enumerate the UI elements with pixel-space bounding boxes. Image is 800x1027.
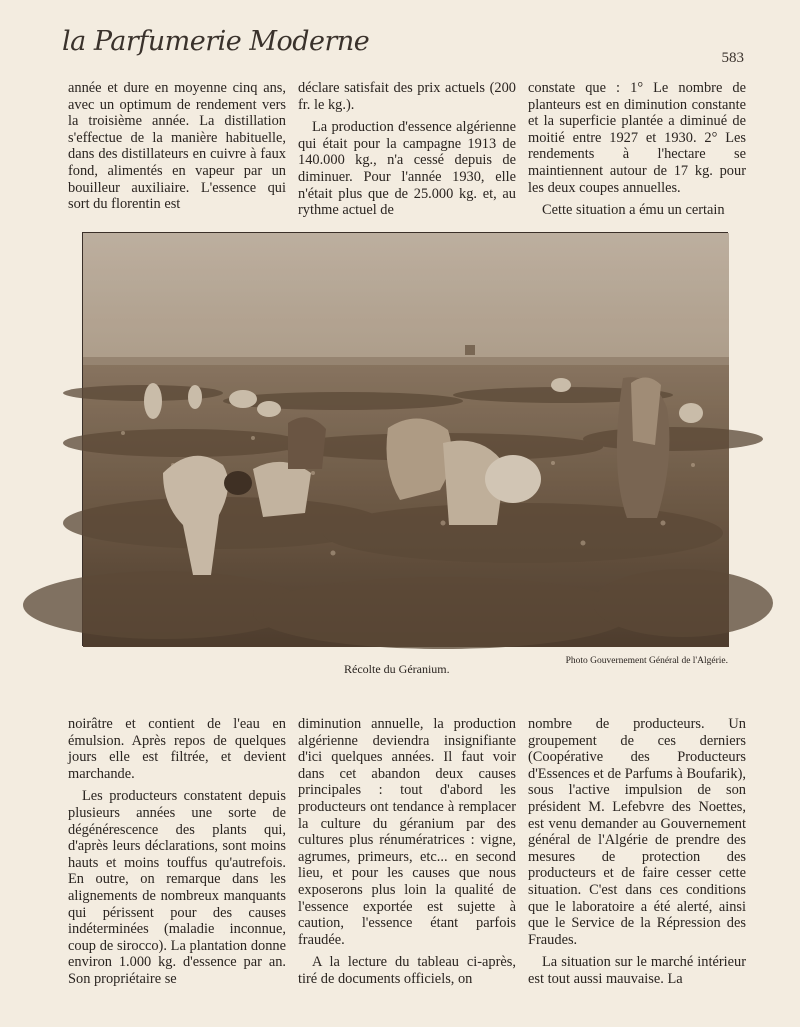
geranium-harvest-photo — [82, 232, 728, 646]
paragraph: déclare satisfait des prix actuels (200 fr. le kg.). — [298, 80, 516, 113]
top-column-2 — [298, 80, 516, 219]
masthead-logo: la Parfumerie Moderne — [62, 26, 370, 57]
paragraph: Les producteurs constatent depuis plusieurs années une sorte de dégénérescence des plants qui, d'après leurs déclarations, sont moins hauts et moins touffus qu'autrefois. En outre, on remarque dans les alignements de nombreux manquants qui périssent pour des causes indéterminées (maladie inconnue, coup de sirocco). La plantation donne environ 1.000 kg. d'essence par an. Son propriétaire se — [68, 788, 286, 987]
photo-credit: Photo Gouvernement Général de l'Algérie. — [565, 656, 728, 666]
top-column-1 — [68, 80, 286, 212]
paragraph: La production d'essence algérienne qui était pour la campagne 1913 de 140.000 kg., n'a cessé depuis de diminuer. Pour l'année 1930, elle n'était plus que de 25.000 kg. et, au rythme actuel de — [298, 119, 516, 219]
bottom-column-1 — [68, 716, 286, 987]
paragraph: Cette situation a ému un certain — [542, 202, 725, 219]
bottom-column-3 — [528, 716, 746, 987]
paragraph: année et dure en moyenne cinq ans, avec un optimum de rendement vers la troisième année. La distillation s'effectue de la manière habituelle, dans des distillateurs en cuivre à faux fond, alimentés en vapeur par un bouilleur auxiliaire. L'essence qui sort du florentin est — [68, 80, 286, 213]
top-column-3 — [528, 80, 746, 219]
paragraph: A la lecture du tableau ci-après, tiré de documents officiels, on — [298, 954, 516, 987]
paragraph: diminution annuelle, la production algérienne deviendra insignifiante d'ici quelques années. Il faut voir dans cet abandon deux causes principales : tout d'abord les producteurs ont tendance à remplacer la culture du géranium par des cultures plus rénumératrices : vigne, agrumes, primeurs, etc... en second lieu, et pour les causes que nous exposerons plus loin la qualité de l'essence exportée est sujette à caution, l'essence étant parfois fraudée. — [298, 716, 516, 948]
paragraph: nombre de producteurs. Un groupement de ces derniers (Coopérative des Producteurs d'Essences et de Parfums à Boufarik), sous l'active impulsion de son président M. Lefebvre des Noettes, est venu demander au Gouvernement général de l'Algérie de prendre des mesures de protection des producteurs et de faire cesser cette situation. C'est dans ces conditions que le laboratoire a été alerté, ainsi que le Service de la Répression des Fraudes. — [528, 716, 746, 948]
figure-caption: Récolte du Géranium. — [344, 662, 450, 676]
paragraph: noirâtre et contient de l'eau en émulsion. Après repos de quelques jours elle est filtrée, et devient marchande. — [68, 716, 286, 782]
paragraph: constate que : 1° Le nombre de planteurs est en diminution constante et la superficie plantée a diminué de moitié entre 1927 et 1930. 2° Les rendements à l'hectare se maintiennent autour de 17 kg. pour les deux coupes annuelles. — [528, 80, 746, 196]
bottom-column-2 — [298, 716, 516, 987]
page-number: 583 — [721, 50, 744, 66]
harvest-field-illustration — [83, 233, 729, 647]
paragraph: La situation sur le marché intérieur est tout aussi mauvaise. La — [528, 954, 746, 987]
